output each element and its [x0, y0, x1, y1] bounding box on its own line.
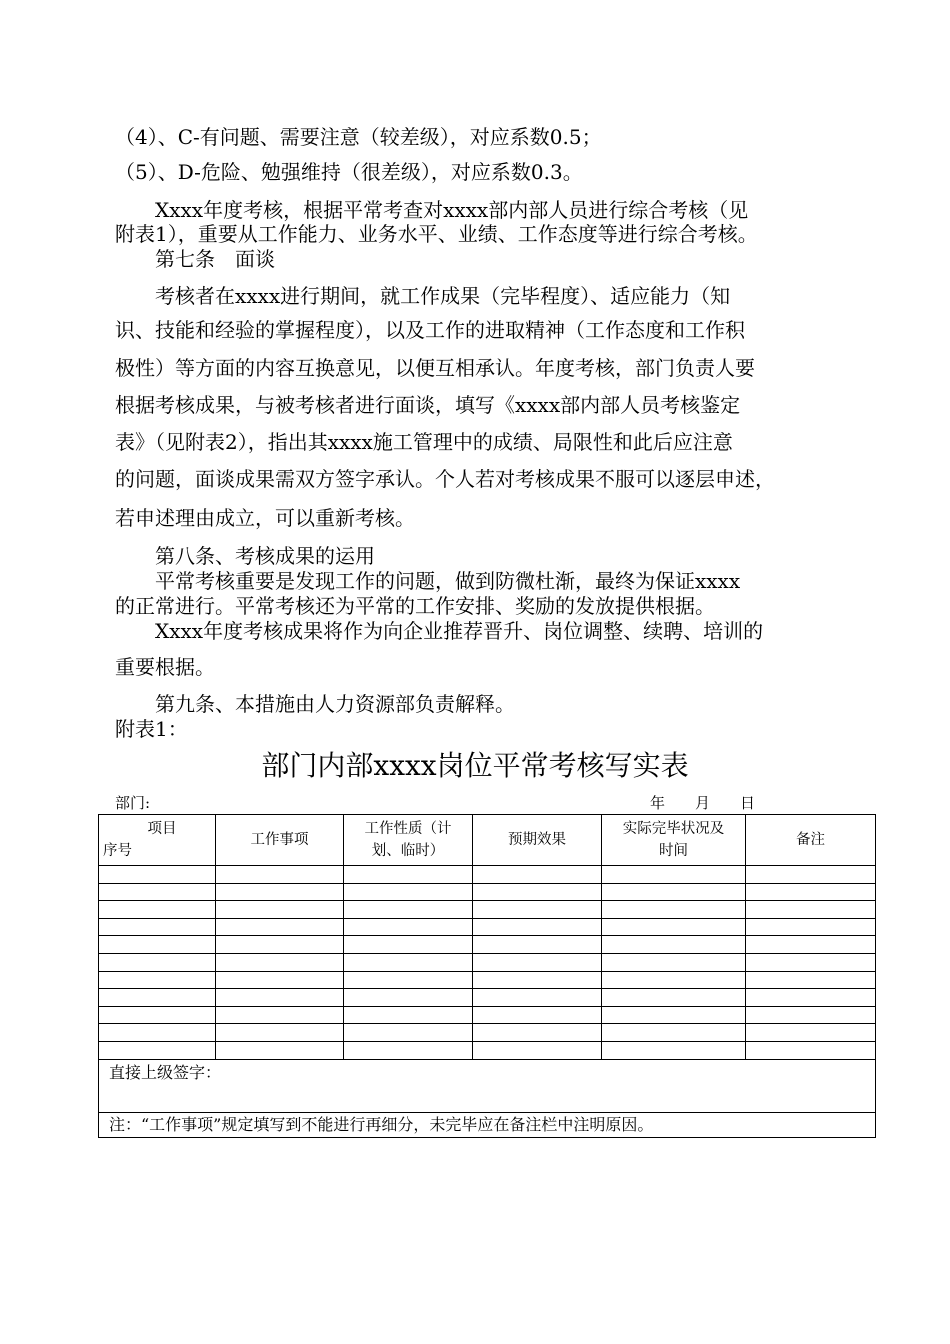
table-cell[interactable]: [473, 1024, 602, 1042]
header-proj-seq: [99, 815, 216, 866]
table-cell[interactable]: [473, 901, 602, 919]
table-cell[interactable]: [602, 901, 746, 919]
paragraph-line: Xxxx年度考核，根据平常考查对xxxx部内部人员进行综合考核（见: [115, 198, 749, 222]
table-cell[interactable]: [216, 1024, 344, 1042]
table-cell[interactable]: [602, 1024, 746, 1042]
header-proj: 项目: [147, 821, 177, 837]
table-cell[interactable]: [602, 918, 746, 936]
table-cell[interactable]: [99, 1024, 216, 1042]
table-cell[interactable]: [602, 971, 746, 989]
paragraph-line: 根据考核成果，与被考核者进行面谈，填写《xxxx部内部人员考核鉴定: [115, 393, 741, 417]
table-cell[interactable]: [216, 989, 344, 1007]
header-nature-line2: 划、临时）: [371, 843, 445, 859]
table-row: [99, 866, 876, 884]
header-work-item: 工作事项: [216, 815, 344, 866]
paragraph-line: 若申述理由成立，可以重新考核。: [115, 506, 415, 530]
table-cell[interactable]: [746, 989, 876, 1007]
paragraph-line: Xxxx年度考核成果将作为向企业推荐晋升、岗位调整、续聘、培训的: [115, 619, 764, 643]
table-cell[interactable]: [344, 1024, 473, 1042]
table-cell[interactable]: [602, 936, 746, 954]
paragraph-line: 识、技能和经验的掌握程度），以及工作的进取精神（工作态度和工作积: [115, 318, 745, 342]
paragraph-line: 的正常进行。平常考核还为平常的工作安排、奖励的发放提供根据。: [115, 594, 715, 618]
table-cell[interactable]: [216, 953, 344, 971]
table-row: [99, 989, 876, 1007]
table-cell[interactable]: [602, 1006, 746, 1024]
table-cell[interactable]: [473, 953, 602, 971]
section-heading: 第八条、考核成果的运用: [115, 544, 375, 568]
table-cell[interactable]: [746, 883, 876, 901]
table-cell[interactable]: [344, 989, 473, 1007]
table-cell[interactable]: [344, 918, 473, 936]
table-cell[interactable]: [602, 989, 746, 1007]
table-row: [99, 1041, 876, 1059]
table-cell[interactable]: [216, 971, 344, 989]
table-row: [99, 971, 876, 989]
table-cell[interactable]: [602, 1041, 746, 1059]
table-cell[interactable]: [216, 1041, 344, 1059]
table-cell[interactable]: [344, 953, 473, 971]
paragraph-line: 重要根据。: [115, 655, 215, 679]
table-row: [99, 953, 876, 971]
header-remark: 备注: [746, 815, 876, 866]
table-cell[interactable]: [344, 1041, 473, 1059]
date-label: 年 月 日: [650, 794, 756, 812]
table-row: [99, 883, 876, 901]
table-cell[interactable]: [602, 953, 746, 971]
table-cell[interactable]: [344, 1006, 473, 1024]
paragraph-line: 的问题，面谈成果需双方签字承认。个人若对考核成果不服可以逐层申述，: [115, 467, 775, 491]
table-cell[interactable]: [473, 971, 602, 989]
table-cell[interactable]: [602, 883, 746, 901]
table-cell[interactable]: [99, 971, 216, 989]
paragraph-line: 极性）等方面的内容互换意见，以便互相承认。年度考核，部门负责人要: [115, 356, 755, 380]
table-cell[interactable]: [746, 918, 876, 936]
note-row: [99, 1112, 876, 1137]
table-cell[interactable]: [344, 936, 473, 954]
table-row: [99, 1024, 876, 1042]
table-cell[interactable]: [746, 1041, 876, 1059]
appendix-label: 附表1：: [115, 717, 188, 741]
header-actual: [602, 815, 746, 866]
header-expected: 预期效果: [473, 815, 602, 866]
table-cell[interactable]: [473, 883, 602, 901]
table-cell[interactable]: [99, 936, 216, 954]
table-cell[interactable]: [746, 971, 876, 989]
table-cell[interactable]: [344, 971, 473, 989]
section-heading: 第九条、本措施由人力资源部负责解释。: [115, 692, 515, 716]
table-note: 注：“工作事项”规定填写到不能进行再细分，未完毕应在备注栏中注明原因。: [99, 1112, 876, 1137]
paragraph-line: 表》（见附表2），指出其xxxx施工管理中的成绩、局限性和此后应注意: [115, 430, 733, 454]
table-cell[interactable]: [216, 866, 344, 884]
header-nature: [344, 815, 473, 866]
table-cell[interactable]: [216, 918, 344, 936]
table-cell[interactable]: [473, 866, 602, 884]
section-heading: 第七条 面谈: [115, 247, 275, 271]
paragraph-line: 考核者在xxxx进行期间，就工作成果（完毕程度）、适应能力（知: [115, 284, 731, 308]
form-title: 部门内部xxxx岗位平常考核写实表: [261, 749, 689, 782]
dept-label: 部门:: [115, 794, 151, 812]
table-cell[interactable]: [99, 918, 216, 936]
header-seq: 序号: [103, 843, 132, 859]
table-cell[interactable]: [99, 901, 216, 919]
table-cell[interactable]: [602, 866, 746, 884]
table-cell[interactable]: [99, 1006, 216, 1024]
table-cell[interactable]: [99, 883, 216, 901]
assessment-table: [98, 814, 876, 1138]
table-row: [99, 1006, 876, 1024]
table-cell[interactable]: [746, 936, 876, 954]
paragraph-line: 平常考核重要是发现工作的问题，做到防微杜渐，最终为保证xxxx: [115, 569, 741, 593]
table-cell[interactable]: [99, 1041, 216, 1059]
table-cell[interactable]: [746, 901, 876, 919]
table-cell[interactable]: [99, 866, 216, 884]
table-cell[interactable]: [473, 918, 602, 936]
header-actual-line2: 时间: [659, 843, 688, 859]
table-cell[interactable]: [344, 883, 473, 901]
table-cell[interactable]: [473, 989, 602, 1007]
paragraph-line: （4）、C-有问题、需要注意（较差级），对应系数0.5；: [115, 125, 602, 149]
table-cell[interactable]: [216, 883, 344, 901]
paragraph-line: （5）、D-危险、勉强维持（很差级），对应系数0.3。: [115, 160, 583, 184]
table-row: [99, 901, 876, 919]
table-cell[interactable]: [473, 1041, 602, 1059]
table-cell[interactable]: [746, 1006, 876, 1024]
table-cell[interactable]: [99, 953, 216, 971]
header-nature-line1: 工作性质（计: [364, 821, 452, 837]
table-header-row: [99, 815, 876, 866]
table-row: [99, 918, 876, 936]
signature-field[interactable]: 直接上级签字：: [99, 1059, 876, 1112]
table-cell[interactable]: [216, 1006, 344, 1024]
table-row: [99, 936, 876, 954]
table-cell[interactable]: [344, 866, 473, 884]
table-cell[interactable]: [99, 989, 216, 1007]
table-cell[interactable]: [473, 1006, 602, 1024]
header-actual-line1: 实际完毕状况及: [622, 821, 725, 837]
table-cell[interactable]: [216, 936, 344, 954]
table-cell[interactable]: [746, 953, 876, 971]
paragraph-line: 附表1），重要从工作能力、业务水平、业绩、工作态度等进行综合考核。: [115, 222, 758, 246]
table-cell[interactable]: [746, 1024, 876, 1042]
signature-row: [99, 1059, 876, 1112]
table-cell[interactable]: [216, 901, 344, 919]
table-cell[interactable]: [473, 936, 602, 954]
table-cell[interactable]: [746, 866, 876, 884]
table-cell[interactable]: [344, 901, 473, 919]
